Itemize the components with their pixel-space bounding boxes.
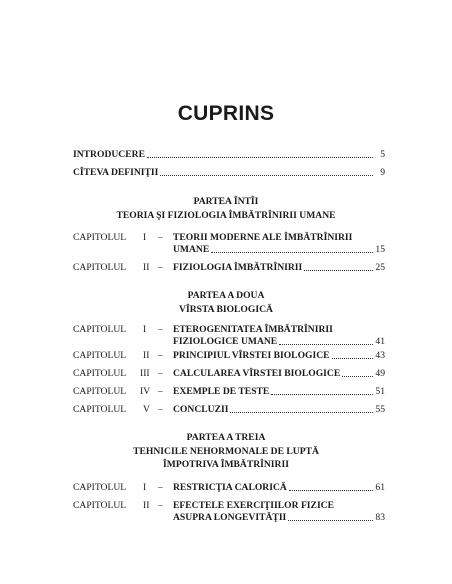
chapter-title: CALCULAREA VÎRSTEI BIOLOGICE <box>173 368 341 379</box>
chapter-number: III <box>140 368 150 379</box>
part-heading <box>0 195 452 223</box>
leader-dots <box>271 394 373 395</box>
chapter-number: II <box>143 262 150 273</box>
part-heading <box>0 289 452 317</box>
chapter-row[interactable] <box>73 232 385 255</box>
chapter-row[interactable] <box>73 262 385 274</box>
leader-dots <box>211 252 373 253</box>
chapter-dash: – <box>158 386 163 397</box>
chapter-dash: – <box>158 350 163 361</box>
chapter-dash: – <box>158 500 163 511</box>
chapter-page: 41 <box>375 336 385 347</box>
part-title: PARTEA A DOUA <box>187 290 265 301</box>
chapter-label: CAPITOLUL <box>73 386 127 397</box>
part-subtitle: TEHNICILE NEHORMONALE DE LUPTĂ <box>133 445 319 457</box>
part-subtitle: ÎMPOTRIVA ÎMBĂTRÎNIRII <box>163 459 289 470</box>
toc-entry-label: CÎTEVA DEFINIŢII <box>73 167 159 178</box>
toc-entry-introducere[interactable] <box>73 149 385 161</box>
chapter-number: I <box>143 324 147 335</box>
chapter-title: FIZIOLOGIA ÎMBĂTRÎNIRII <box>173 262 303 273</box>
leader-dots <box>289 490 373 491</box>
chapter-dash: – <box>158 404 163 415</box>
chapter-page: 51 <box>375 386 385 397</box>
part-subtitle: VÎRSTA BIOLOGICĂ <box>179 304 273 315</box>
chapter-label: CAPITOLUL <box>73 324 127 335</box>
chapter-title-cont: ASUPRA LONGEVITĂŢII <box>173 512 287 523</box>
chapter-number: IV <box>140 386 151 397</box>
chapter-row[interactable] <box>73 404 385 416</box>
chapter-page: 61 <box>375 482 385 493</box>
chapter-page: 55 <box>375 404 385 415</box>
chapter-title: PRINCIPIUL VÎRSTEI BIOLOGICE <box>173 350 330 361</box>
page-title: CUPRINS <box>177 102 275 125</box>
chapter-dash: – <box>158 368 163 379</box>
chapter-number: V <box>143 404 150 415</box>
chapter-dash: – <box>158 324 163 335</box>
leader-dots <box>147 157 373 158</box>
toc-entry-page: 5 <box>380 149 385 160</box>
chapter-page: 15 <box>375 244 385 255</box>
leader-dots <box>304 270 373 271</box>
toc-entry-page: 9 <box>380 167 385 178</box>
chapter-number: II <box>143 500 150 511</box>
part-title: PARTEA ÎNTÎI <box>193 196 259 207</box>
chapter-row[interactable] <box>73 368 385 380</box>
part-heading <box>0 431 452 472</box>
leader-dots <box>230 412 373 413</box>
part-subtitle: TEORIA ŞI FIZIOLOGIA ÎMBĂTRÎNIRII UMANE <box>116 210 336 221</box>
chapter-label: CAPITOLUL <box>73 482 127 493</box>
chapter-row[interactable] <box>73 482 385 494</box>
chapter-label: CAPITOLUL <box>73 500 127 511</box>
chapter-row[interactable] <box>73 324 385 347</box>
toc-entry-label: INTRODUCERE <box>73 149 145 160</box>
chapter-dash: – <box>158 482 163 493</box>
chapter-number: I <box>143 482 147 493</box>
chapter-page: 83 <box>375 512 385 523</box>
chapter-row[interactable] <box>73 500 385 523</box>
chapter-title: CONCLUZII <box>173 404 229 415</box>
leader-dots <box>342 376 373 377</box>
chapter-label: CAPITOLUL <box>73 232 127 243</box>
leader-dots <box>332 358 373 359</box>
chapter-label: CAPITOLUL <box>73 404 127 415</box>
chapter-title: EFECTELE EXERCIŢIILOR FIZICE <box>173 500 335 511</box>
chapter-row[interactable] <box>73 386 385 398</box>
chapter-dash: – <box>158 262 163 273</box>
chapter-label: CAPITOLUL <box>73 368 127 379</box>
chapter-title-cont: FIZIOLOGICE UMANE <box>173 336 278 347</box>
leader-dots <box>288 520 373 521</box>
part-title: PARTEA A TREIA <box>186 432 266 443</box>
chapter-page: 25 <box>375 262 385 273</box>
chapter-title: ETEROGENITATEA ÎMBĂTRÎNIRII <box>173 324 333 335</box>
chapter-dash: – <box>158 232 163 243</box>
chapter-title: EXEMPLE DE TESTE <box>173 386 270 397</box>
leader-dots <box>160 175 373 176</box>
chapter-label: CAPITOLUL <box>73 350 127 361</box>
chapter-title: TEORII MODERNE ALE ÎMBĂTRÎNIRII <box>173 232 353 243</box>
chapter-page: 49 <box>375 368 385 379</box>
chapter-number: II <box>143 350 150 361</box>
chapter-title-cont: UMANE <box>173 244 210 255</box>
leader-dots <box>279 344 373 345</box>
chapter-row[interactable] <box>73 350 385 362</box>
chapter-title: RESTRICŢIA CALORICĂ <box>173 482 287 493</box>
chapter-label: CAPITOLUL <box>73 262 127 273</box>
toc-entry-definitii[interactable] <box>73 167 385 179</box>
chapter-page: 43 <box>375 350 385 361</box>
chapter-number: I <box>143 232 147 243</box>
